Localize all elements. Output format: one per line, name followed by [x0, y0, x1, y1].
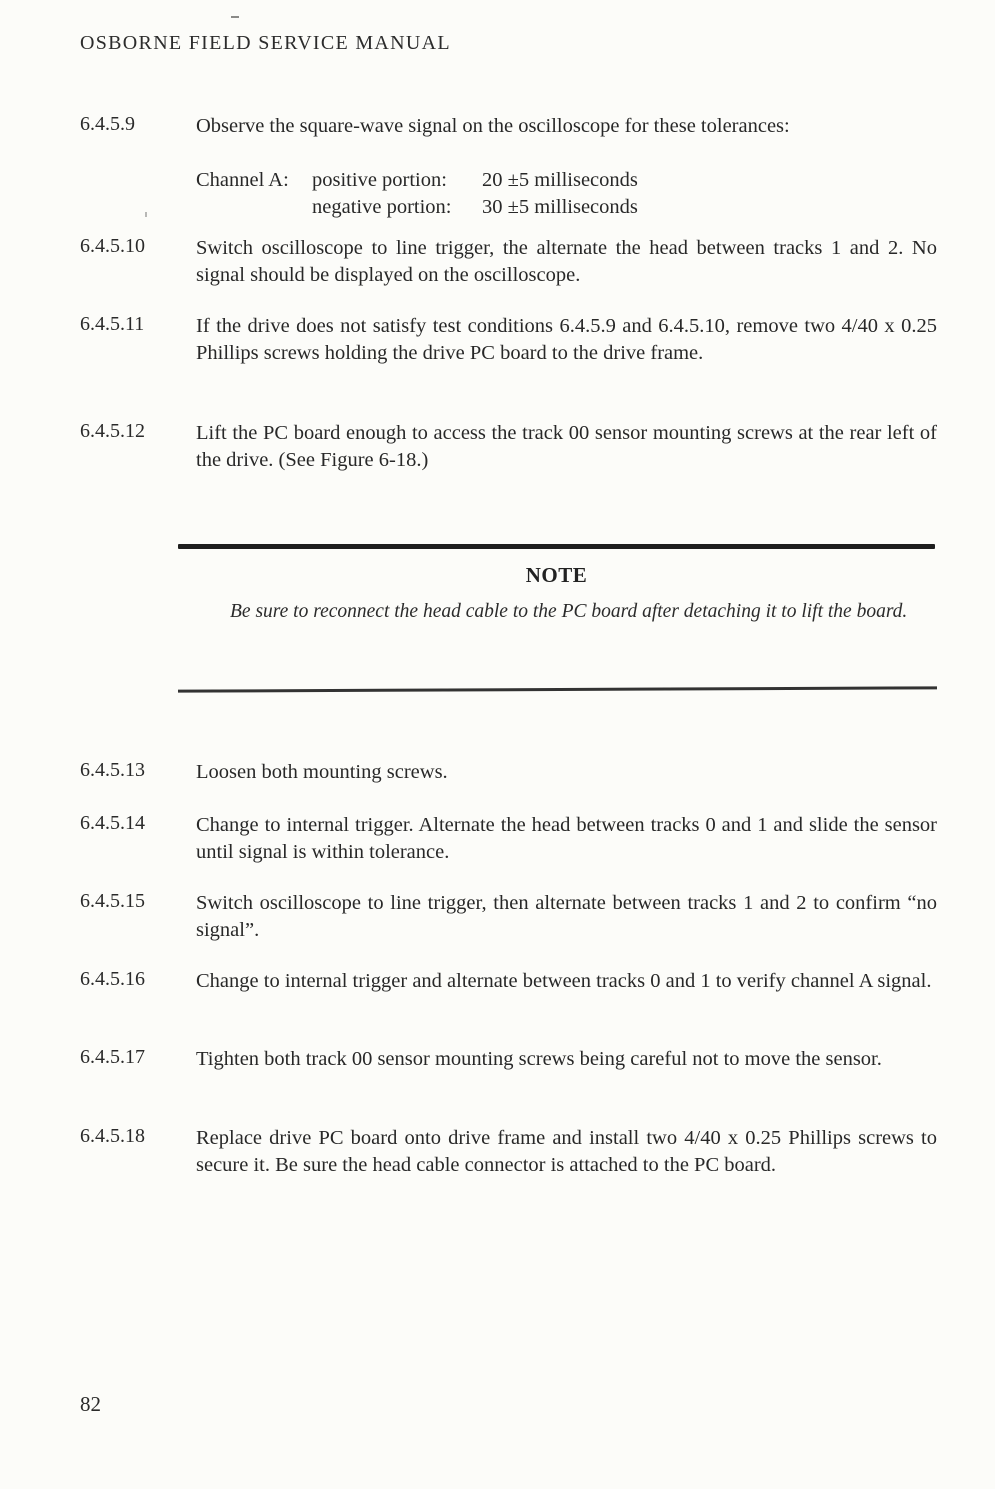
step-number: 6.4.5.14 [80, 812, 145, 834]
step-6-4-5-11 [80, 313, 937, 366]
note-box [178, 544, 935, 694]
scan-speck [231, 16, 239, 18]
step-text: If the drive does not satisfy test conditions 6.4.5.9 and 6.4.5.10, remove two 4/40 x 0.25 Phillips screws holding the drive PC board to the drive frame. [196, 315, 937, 364]
step-text: Change to internal trigger and alternate between tracks 0 and 1 to verify channel A signal. [196, 970, 932, 992]
step-6-4-5-14 [80, 812, 937, 865]
step-6-4-5-12 [80, 420, 937, 473]
step-text: Lift the PC board enough to access the track 00 sensor mounting screws at the rear left of the drive. (See Figure 6-18.) [196, 422, 937, 471]
step-6-4-5-17 [80, 1046, 937, 1073]
step-text: Observe the square-wave signal on the oscilloscope for these tolerances: [196, 115, 790, 137]
step-text: Replace drive PC board onto drive frame and install two 4/40 x 0.25 Phillips screws to secure it. Be sure the head cable connector is attached to the PC board. [196, 1127, 937, 1176]
portion-value: 30 ±5 milliseconds [482, 196, 638, 218]
step-number: 6.4.5.17 [80, 1046, 145, 1068]
step-number: 6.4.5.13 [80, 759, 145, 781]
step-number: 6.4.5.11 [80, 313, 145, 335]
step-6-4-5-15 [80, 890, 937, 943]
channel-row-negative [312, 194, 638, 221]
scan-speck [145, 212, 147, 217]
step-text: Loosen both mounting screws. [196, 761, 448, 783]
portion-value: 20 ±5 milliseconds [482, 169, 638, 191]
step-6-4-5-18 [80, 1125, 937, 1178]
channel-label: Channel A: [196, 169, 289, 191]
note-title: NOTE [525, 563, 588, 587]
step-text: Switch oscilloscope to line trigger, then alternate between tracks 1 and 2 to confirm “no signal”. [196, 892, 937, 941]
step-number: 6.4.5.12 [80, 420, 145, 442]
portion-name: negative portion: [312, 196, 452, 218]
note-bottom-rule [178, 686, 937, 692]
step-6-4-5-9 [80, 113, 937, 140]
step-text: Switch oscilloscope to line trigger, the alternate the head between tracks 1 and 2. No signal should be displayed on the oscilloscope. [196, 237, 937, 286]
step-number: 6.4.5.18 [80, 1125, 145, 1147]
note-body: Be sure to reconnect the head cable to the PC board after detaching it to lift the board. [230, 601, 908, 622]
step-6-4-5-13 [80, 759, 937, 786]
step-number: 6.4.5.10 [80, 235, 145, 257]
step-number: 6.4.5.16 [80, 968, 145, 990]
step-6-4-5-10 [80, 235, 937, 288]
step-text: Change to internal trigger. Alternate the head between tracks 0 and 1 and slide the sensor until signal is within tolerance. [196, 814, 937, 863]
page-header: OSBORNE FIELD SERVICE MANUAL [80, 32, 451, 54]
step-number: 6.4.5.9 [80, 113, 135, 135]
step-6-4-5-16 [80, 968, 937, 995]
step-number: 6.4.5.15 [80, 890, 145, 912]
channel-row-positive [312, 167, 638, 194]
portion-name: positive portion: [312, 169, 447, 191]
channel-rows [312, 167, 638, 221]
step-text: Tighten both track 00 sensor mounting screws being careful not to move the sensor. [196, 1048, 882, 1070]
page-number: 82 [80, 1392, 101, 1416]
channel-a-tolerances [196, 167, 638, 221]
note-top-rule [178, 544, 935, 549]
